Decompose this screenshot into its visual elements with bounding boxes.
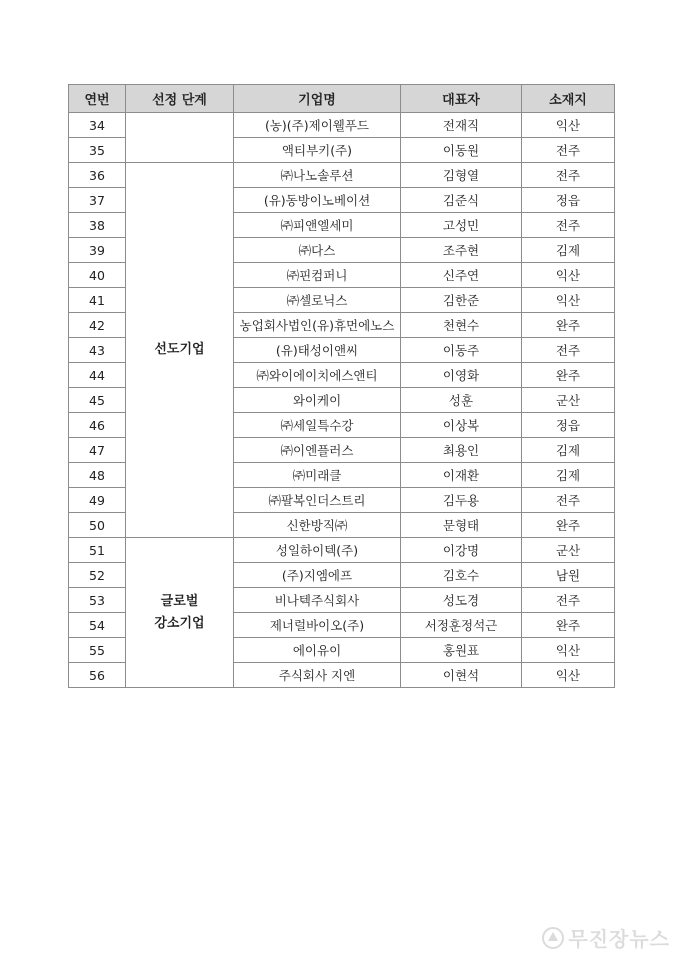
cell-location: 남원 <box>522 563 615 588</box>
header-ceo: 대표자 <box>401 85 522 113</box>
cell-serial: 35 <box>69 138 126 163</box>
cell-ceo: 이현석 <box>401 663 522 688</box>
cell-serial: 48 <box>69 463 126 488</box>
cell-company: (유)태성이앤씨 <box>234 338 401 363</box>
cell-location: 전주 <box>522 488 615 513</box>
table-row <box>69 538 615 563</box>
mountain-icon <box>542 927 564 949</box>
cell-location: 군산 <box>522 538 615 563</box>
cell-company: 농업회사법인(유)휴먼에노스 <box>234 313 401 338</box>
cell-serial: 54 <box>69 613 126 638</box>
cell-ceo: 이강명 <box>401 538 522 563</box>
cell-company: ㈜미래클 <box>234 463 401 488</box>
cell-serial: 53 <box>69 588 126 613</box>
company-list-table <box>68 84 615 688</box>
cell-ceo: 천현수 <box>401 313 522 338</box>
cell-location: 완주 <box>522 313 615 338</box>
cell-serial: 44 <box>69 363 126 388</box>
stage-group-global: 글로벌 강소기업 <box>126 538 234 688</box>
cell-company: 주식회사 지엔 <box>234 663 401 688</box>
cell-ceo: 이재환 <box>401 463 522 488</box>
cell-location: 김제 <box>522 238 615 263</box>
cell-location: 완주 <box>522 363 615 388</box>
cell-location: 익산 <box>522 263 615 288</box>
cell-serial: 51 <box>69 538 126 563</box>
cell-location: 전주 <box>522 338 615 363</box>
cell-ceo: 김호수 <box>401 563 522 588</box>
cell-serial: 52 <box>69 563 126 588</box>
cell-ceo: 문형태 <box>401 513 522 538</box>
cell-serial: 43 <box>69 338 126 363</box>
cell-company: 액티부키(주) <box>234 138 401 163</box>
cell-location: 완주 <box>522 613 615 638</box>
header-location: 소재지 <box>522 85 615 113</box>
cell-company: 제너럴바이오(주) <box>234 613 401 638</box>
header-company: 기업명 <box>234 85 401 113</box>
cell-location: 익산 <box>522 113 615 138</box>
watermark-text: 무진장뉴스 <box>568 929 670 951</box>
cell-ceo: 신주연 <box>401 263 522 288</box>
cell-ceo: 최용인 <box>401 438 522 463</box>
stage-group-leading: 선도기업 <box>126 163 234 538</box>
cell-company: ㈜핀컴퍼니 <box>234 263 401 288</box>
cell-serial: 34 <box>69 113 126 138</box>
cell-location: 전주 <box>522 138 615 163</box>
cell-serial: 47 <box>69 438 126 463</box>
cell-company: (유)동방이노베이션 <box>234 188 401 213</box>
cell-location: 완주 <box>522 513 615 538</box>
cell-ceo: 성훈 <box>401 388 522 413</box>
header-stage: 선정 단계 <box>126 85 234 113</box>
cell-company: ㈜이엔플러스 <box>234 438 401 463</box>
watermark-logo <box>542 923 670 952</box>
cell-ceo: 김형열 <box>401 163 522 188</box>
cell-location: 익산 <box>522 288 615 313</box>
cell-company: ㈜와이에이치에스앤티 <box>234 363 401 388</box>
cell-serial: 36 <box>69 163 126 188</box>
cell-ceo: 홍원표 <box>401 638 522 663</box>
cell-ceo: 서정훈정석근 <box>401 613 522 638</box>
table-row <box>69 163 615 188</box>
cell-location: 전주 <box>522 213 615 238</box>
cell-ceo: 김한준 <box>401 288 522 313</box>
cell-company: (농)(주)제이웰푸드 <box>234 113 401 138</box>
cell-company: 와이케이 <box>234 388 401 413</box>
cell-company: ㈜셀로닉스 <box>234 288 401 313</box>
cell-company: (주)지엠에프 <box>234 563 401 588</box>
table-header-row <box>69 85 615 113</box>
cell-location: 정읍 <box>522 188 615 213</box>
cell-serial: 37 <box>69 188 126 213</box>
cell-company: 신한방직㈜ <box>234 513 401 538</box>
cell-location: 익산 <box>522 638 615 663</box>
cell-serial: 42 <box>69 313 126 338</box>
cell-serial: 50 <box>69 513 126 538</box>
cell-serial: 39 <box>69 238 126 263</box>
cell-ceo: 이영화 <box>401 363 522 388</box>
cell-company: ㈜나노솔루션 <box>234 163 401 188</box>
cell-location: 군산 <box>522 388 615 413</box>
cell-serial: 55 <box>69 638 126 663</box>
cell-ceo: 김준식 <box>401 188 522 213</box>
stage-group-continued <box>126 113 234 163</box>
cell-company: ㈜팔복인더스트리 <box>234 488 401 513</box>
cell-company: 비나텍주식회사 <box>234 588 401 613</box>
cell-serial: 45 <box>69 388 126 413</box>
cell-serial: 49 <box>69 488 126 513</box>
cell-ceo: 이동주 <box>401 338 522 363</box>
cell-company: ㈜세일특수강 <box>234 413 401 438</box>
table-row <box>69 113 615 138</box>
cell-ceo: 이상복 <box>401 413 522 438</box>
cell-location: 전주 <box>522 163 615 188</box>
cell-ceo: 전재직 <box>401 113 522 138</box>
cell-company: 에이유이 <box>234 638 401 663</box>
cell-location: 전주 <box>522 588 615 613</box>
cell-location: 정읍 <box>522 413 615 438</box>
cell-ceo: 고성민 <box>401 213 522 238</box>
cell-ceo: 김두용 <box>401 488 522 513</box>
cell-location: 김제 <box>522 463 615 488</box>
cell-serial: 40 <box>69 263 126 288</box>
cell-location: 익산 <box>522 663 615 688</box>
cell-serial: 46 <box>69 413 126 438</box>
cell-ceo: 조주현 <box>401 238 522 263</box>
cell-serial: 56 <box>69 663 126 688</box>
cell-ceo: 성도경 <box>401 588 522 613</box>
cell-company: ㈜다스 <box>234 238 401 263</box>
cell-serial: 38 <box>69 213 126 238</box>
cell-company: ㈜피앤엘세미 <box>234 213 401 238</box>
cell-ceo: 이동원 <box>401 138 522 163</box>
cell-serial: 41 <box>69 288 126 313</box>
cell-company: 성일하이텍(주) <box>234 538 401 563</box>
header-serial: 연번 <box>69 85 126 113</box>
cell-location: 김제 <box>522 438 615 463</box>
